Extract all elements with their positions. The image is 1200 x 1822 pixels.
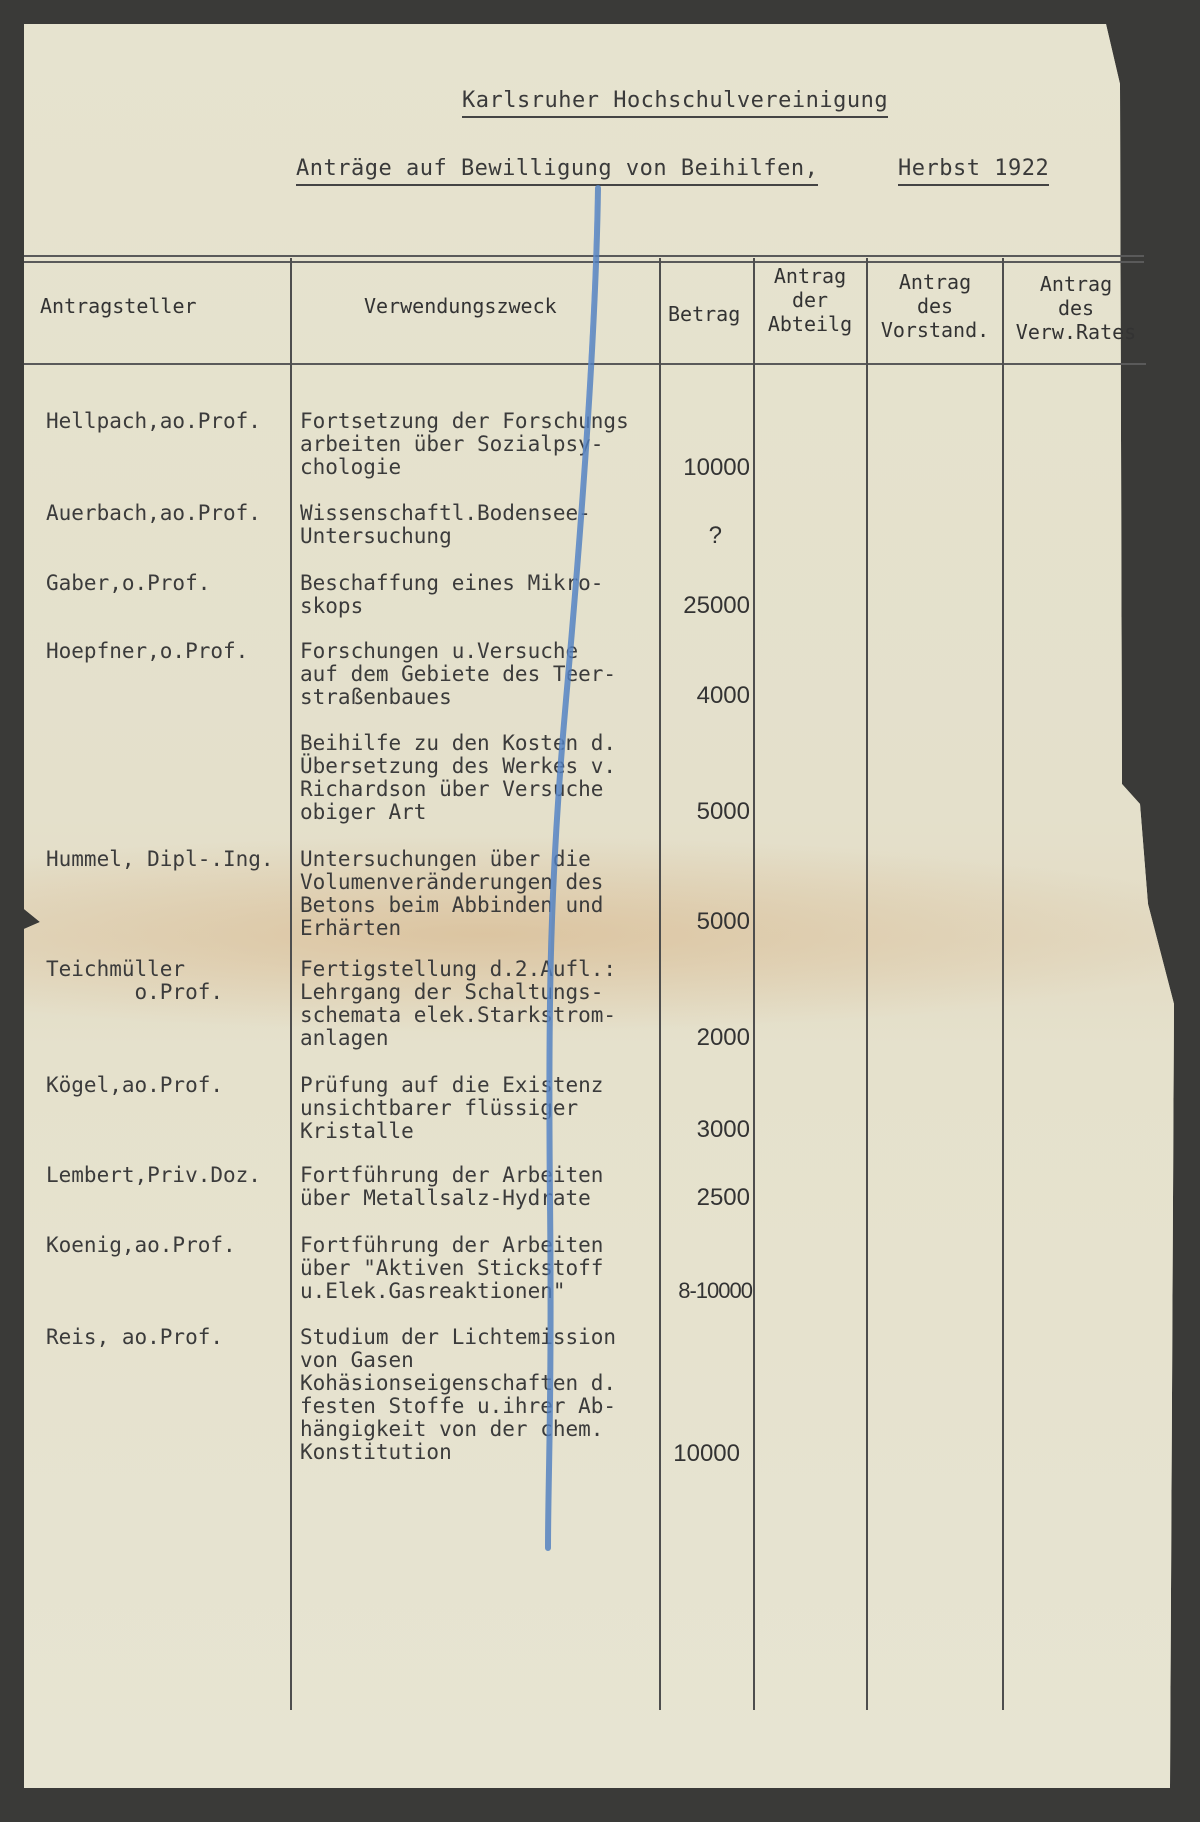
row-amount: ? (708, 522, 722, 549)
row-amount: 25000 (683, 592, 750, 619)
header-council-line-1: Antrag (1039, 272, 1113, 296)
row-applicant: Auerbach,ao.Prof. (46, 501, 261, 525)
row-applicant: Koenig,ao.Prof. (46, 1233, 236, 1257)
row-amount: 10000 (683, 454, 750, 481)
header-dept-line-3: Abteilg (767, 312, 853, 336)
row-purpose: Fortsetzung der Forschungs arbeiten über Sozialpsy- chologie (300, 409, 629, 479)
row-purpose: Fertigstellung d.2.Aufl.: Lehrgang der Schaltungs- schemata elek.Starkstrom- anlagen (300, 957, 617, 1050)
document-season: Herbst 1922 (898, 156, 1049, 186)
row-applicant: Teichmüller o.Prof. (46, 957, 224, 1004)
header-applicant: Antragsteller (40, 294, 197, 318)
row-amount: 4000 (696, 682, 750, 709)
row-applicant: Lembert,Priv.Doz. (46, 1163, 261, 1187)
row-amount: 5000 (696, 908, 750, 935)
header-council (1006, 272, 1146, 344)
row-purpose: Prüfung auf die Existenz unsichtbarer flüssiger Kristalle (300, 1073, 604, 1143)
column-divider-3 (753, 258, 755, 1710)
header-council-line-2: des (1057, 296, 1095, 320)
row-purpose: Studium der Lichtemission von Gasen Kohäsionseigenschaften d. festen Stoffe u.ihrer Ab- hängigkeit von der chem. Konstitution (300, 1325, 617, 1464)
row-amount: 10000 (673, 1440, 740, 1467)
row-applicant: Hellpach,ao.Prof. (46, 409, 261, 433)
header-board-line-1: Antrag (898, 270, 972, 294)
row-purpose: Untersuchungen über die Volumenveränderungen des Betons beim Abbinden und Erhärten (300, 847, 604, 940)
row-applicant: Kögel,ao.Prof. (46, 1073, 224, 1097)
table-header-rule (24, 363, 1146, 365)
header-board-line-2: des (916, 294, 954, 318)
row-amount: 2500 (696, 1184, 750, 1211)
row-applicant: Gaber,o.Prof. (46, 571, 211, 595)
row-applicant: Hoepfner,o.Prof. (46, 639, 249, 663)
row-amount: 5000 (696, 798, 750, 825)
header-dept-line-2: der (791, 288, 829, 312)
row-amount: 3000 (696, 1116, 750, 1143)
row-purpose: Fortführung der Arbeiten über "Aktiven Stickstoff u.Elek.Gasreaktionen" (300, 1233, 604, 1303)
header-council-line-3: Verw.Rates (1015, 320, 1137, 344)
header-dept (762, 264, 858, 336)
document-subheading: Anträge auf Bewilligung von Beihilfen, (296, 156, 818, 186)
column-divider-5 (1002, 258, 1004, 1710)
document-heading: Karlsruher Hochschulvereinigung (462, 88, 888, 118)
header-board-line-3: Vorstand. (880, 318, 990, 342)
row-amount: 8-10000 (678, 1278, 752, 1303)
row-applicant: Reis, ao.Prof. (46, 1325, 224, 1349)
table-top-rule-2 (24, 261, 1144, 263)
table-top-rule (24, 255, 1144, 257)
row-purpose: Wissenschaftl.Bodensee- Untersuchung (300, 501, 591, 548)
row-amount: 2000 (696, 1024, 750, 1051)
column-divider-2 (659, 258, 661, 1710)
row-purpose: Fortführung der Arbeiten über Metallsalz-Hydrate (300, 1163, 604, 1210)
header-board (872, 270, 998, 342)
row-purpose: Forschungen u.Versuche auf dem Gebiete des Teer- straßenbaues (300, 639, 617, 709)
header-amount: Betrag (668, 302, 741, 326)
header-purpose: Verwendungszweck (364, 294, 557, 318)
row-applicant: Hummel, Dipl-.Ing. (46, 847, 274, 871)
row-purpose: Beihilfe zu den Kosten d. Übersetzung des Werkes v. Richardson über Versuche obiger Art (300, 731, 617, 824)
column-divider-4 (866, 258, 868, 1710)
column-divider-1 (290, 258, 292, 1710)
row-purpose: Beschaffung eines Mikro- skops (300, 571, 604, 618)
header-dept-line-1: Antrag (773, 264, 847, 288)
